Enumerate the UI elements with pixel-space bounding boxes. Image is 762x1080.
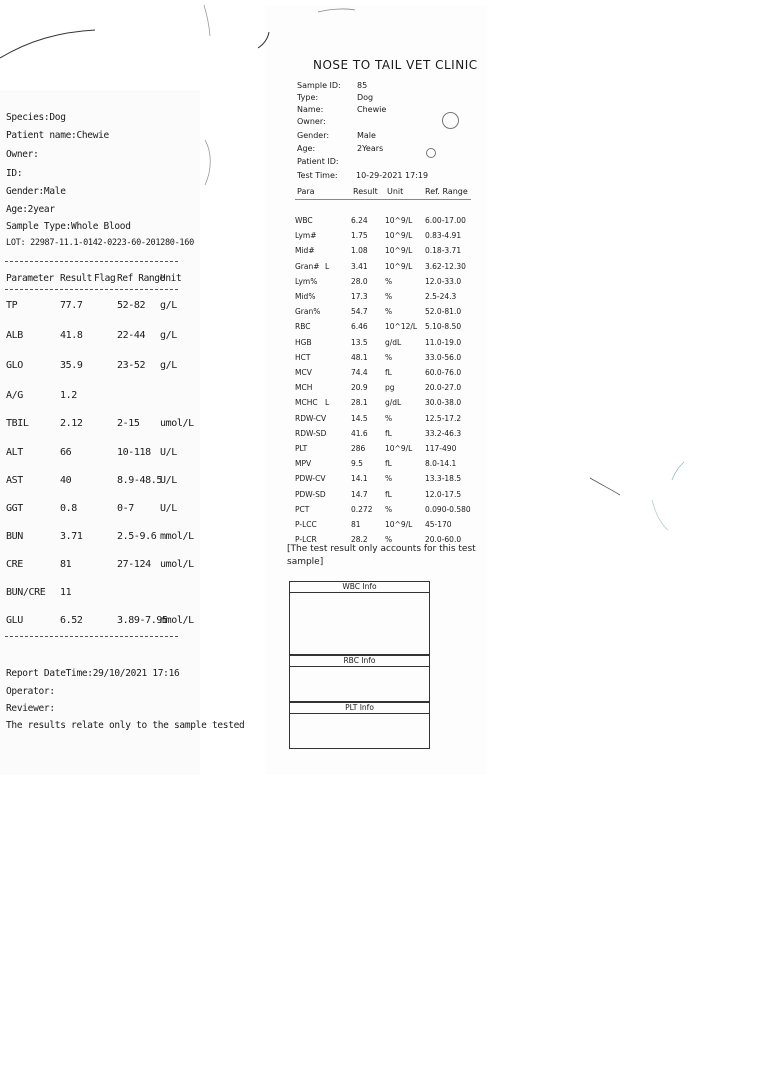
cbc-range: 6.00-17.00 <box>425 216 466 225</box>
result-note: [The test result only accounts for this test sample] <box>287 544 476 567</box>
chem-param: GLO <box>6 360 23 371</box>
chem-param: TP <box>6 300 18 311</box>
cbc-range: 33.2-46.3 <box>425 429 462 438</box>
cbc-unit: fL <box>385 459 392 468</box>
type-label: Type: <box>297 93 319 102</box>
cbc-range: 0.83-4.91 <box>425 231 462 240</box>
cbc-unit: pg <box>385 383 395 392</box>
cbc-param: MPV <box>295 459 312 468</box>
cbc-unit: 10^12/L <box>385 322 418 331</box>
scan-stroke <box>672 462 684 480</box>
age-label: Age: <box>297 144 316 153</box>
chem-result: 40 <box>60 475 72 486</box>
cbc-unit: % <box>385 353 393 362</box>
cbc-unit: % <box>385 292 393 301</box>
owner-line: Owner: <box>6 149 39 160</box>
chem-result: 35.9 <box>60 360 83 371</box>
cbc-result: 81 <box>351 520 361 529</box>
cbc-result: 1.08 <box>351 246 368 255</box>
cbc-range: 20.0-60.0 <box>425 535 462 544</box>
scan-stroke <box>318 9 355 12</box>
cbc-range: 20.0-27.0 <box>425 383 462 392</box>
cbc-unit: % <box>385 414 393 423</box>
chem-result: 6.52 <box>60 615 83 626</box>
cbc-param: P-LCC <box>295 520 317 529</box>
cbc-param: PDW-CV <box>295 474 326 483</box>
chem-unit: g/L <box>160 330 177 341</box>
clinic-name: NOSE TO TAIL VET CLINIC <box>313 58 478 72</box>
gender-line: Gender:Male <box>6 186 66 197</box>
cbc-range: 60.0-76.0 <box>425 368 462 377</box>
age-line: Age:2year <box>6 204 55 215</box>
cbc-result: 14.7 <box>351 490 368 499</box>
cbc-unit: % <box>385 505 393 514</box>
cbc-result: 74.4 <box>351 368 368 377</box>
cbc-range: 2.5-24.3 <box>425 292 457 301</box>
chem-range: 2.5-9.6 <box>117 531 157 542</box>
cbc-param: HCT <box>295 353 311 362</box>
cbc-range: 117-490 <box>425 444 457 453</box>
cbc-param: RBC <box>295 322 311 331</box>
plt-info-title: PLT Info <box>290 703 429 714</box>
column-header-unit: Unit <box>160 273 182 284</box>
cbc-unit: 10^9/L <box>385 262 413 271</box>
cbc-param: Mid# <box>295 246 315 255</box>
name-label: Name: <box>297 105 324 114</box>
cbc-flag: L <box>325 262 330 271</box>
cbc-result: 6.46 <box>351 322 368 331</box>
cbc-param: WBC <box>295 216 313 225</box>
chem-unit: U/L <box>160 475 177 486</box>
cbc-result: 28.1 <box>351 398 368 407</box>
cbc-result: 28.0 <box>351 277 368 286</box>
scan-stroke <box>258 32 269 48</box>
chem-range: 22-44 <box>117 330 146 341</box>
cbc-result: 9.5 <box>351 459 363 468</box>
cbc-result: 14.1 <box>351 474 368 483</box>
chem-result: 2.12 <box>60 418 83 429</box>
cbc-range: 30.0-38.0 <box>425 398 462 407</box>
column-header-para: Para <box>297 187 315 196</box>
chem-unit: umol/L <box>160 559 194 570</box>
column-header-result: Result <box>60 273 92 284</box>
column-header-flag: Flag <box>94 273 116 284</box>
cbc-unit: % <box>385 277 393 286</box>
operator-line: Operator: <box>6 686 55 697</box>
cbc-param: RDW-CV <box>295 414 327 423</box>
chem-result: 1.2 <box>60 390 77 401</box>
chem-param: A/G <box>6 390 23 401</box>
owner-label: Owner: <box>297 117 326 126</box>
gender-label: Gender: <box>297 131 330 140</box>
cbc-unit: fL <box>385 490 392 499</box>
cbc-param: P-LCR <box>295 535 317 544</box>
column-header-ref-range: Ref. Range <box>425 187 468 196</box>
cbc-range: 5.10-8.50 <box>425 322 462 331</box>
age-value: 2Years <box>357 144 384 153</box>
cbc-result: 3.41 <box>351 262 368 271</box>
cbc-range: 0.090-0.580 <box>425 505 471 514</box>
chem-unit: g/L <box>160 360 177 371</box>
cbc-unit: fL <box>385 368 392 377</box>
chem-result: 3.71 <box>60 531 83 542</box>
chem-unit: mmol/L <box>160 615 194 626</box>
cbc-unit: 10^9/L <box>385 231 413 240</box>
column-header-unit: Unit <box>387 187 404 196</box>
chem-result: 11 <box>60 587 72 598</box>
test-time-label: Test Time: <box>297 171 338 180</box>
cbc-result: 0.272 <box>351 505 373 514</box>
cbc-range: 0.18-3.71 <box>425 246 462 255</box>
chem-result: 77.7 <box>60 300 83 311</box>
chem-range: 2-15 <box>117 418 140 429</box>
chem-result: 41.8 <box>60 330 83 341</box>
cbc-param: PCT <box>295 505 310 514</box>
cbc-result: 17.3 <box>351 292 368 301</box>
scan-stroke <box>0 30 95 58</box>
chem-param: BUN/CRE <box>6 587 46 598</box>
cbc-param: Mid% <box>295 292 316 301</box>
cbc-unit: g/dL <box>385 398 402 407</box>
cbc-param: PDW-SD <box>295 490 326 499</box>
chem-range: 23-52 <box>117 360 146 371</box>
cbc-range: 3.62-12.30 <box>425 262 466 271</box>
name-value: Chewie <box>357 105 387 114</box>
chem-unit: U/L <box>160 447 177 458</box>
cbc-param: HGB <box>295 338 312 347</box>
chem-param: ALB <box>6 330 23 341</box>
cbc-unit: % <box>385 535 393 544</box>
cbc-result: 286 <box>351 444 366 453</box>
cbc-result: 20.9 <box>351 383 368 392</box>
cbc-unit: % <box>385 474 393 483</box>
cbc-param: Lym# <box>295 231 317 240</box>
cbc-range: 8.0-14.1 <box>425 459 457 468</box>
chem-unit: g/L <box>160 300 177 311</box>
cbc-range: 52.0-81.0 <box>425 307 462 316</box>
chem-param: TBIL <box>6 418 29 429</box>
chem-range: 27-124 <box>117 559 151 570</box>
cbc-param: MCH <box>295 383 313 392</box>
scan-stroke <box>652 500 668 530</box>
cbc-param: Gran% <box>295 307 321 316</box>
rbc-info-title: RBC Info <box>290 656 429 667</box>
chem-unit: umol/L <box>160 418 194 429</box>
cbc-result: 13.5 <box>351 338 368 347</box>
cbc-result: 28.2 <box>351 535 368 544</box>
cbc-result: 41.6 <box>351 429 368 438</box>
cbc-param: Gran# <box>295 262 320 271</box>
species-line: Species:Dog <box>6 112 66 123</box>
lot-line: LOT: 22987-11.1-0142-0223-60-201280-160 <box>6 238 194 248</box>
chem-param: AST <box>6 475 23 486</box>
chem-range: 0-7 <box>117 503 134 514</box>
chem-param: GGT <box>6 503 23 514</box>
column-header-result: Result <box>353 187 378 196</box>
chem-unit: mmol/L <box>160 531 194 542</box>
scan-stroke <box>204 5 210 36</box>
cbc-range: 33.0-56.0 <box>425 353 462 362</box>
cbc-range: 12.0-33.0 <box>425 277 462 286</box>
sample-type-line: Sample Type:Whole Blood <box>6 221 131 232</box>
chem-range: 3.89-7.95 <box>117 615 168 626</box>
chem-result: 66 <box>60 447 72 458</box>
cbc-unit: 10^9/L <box>385 246 413 255</box>
report-datetime: Report DateTime:29/10/2021 17:16 <box>6 668 180 679</box>
footer-note: The results relate only to the sample tested <box>6 720 245 731</box>
cbc-result: 1.75 <box>351 231 368 240</box>
cbc-param: MCHC <box>295 398 318 407</box>
cbc-range: 11.0-19.0 <box>425 338 462 347</box>
patient-id-label: Patient ID: <box>297 157 339 166</box>
cbc-range: 45-170 <box>425 520 452 529</box>
cbc-result: 14.5 <box>351 414 368 423</box>
cbc-param: RDW-SD <box>295 429 327 438</box>
cbc-param: Lym% <box>295 277 318 286</box>
cbc-result: 54.7 <box>351 307 368 316</box>
column-header-ref-range: Ref Range <box>117 273 165 284</box>
patient-name-line: Patient name:Chewie <box>6 130 109 141</box>
chem-range: 8.9-48.5 <box>117 475 162 486</box>
cbc-flag: L <box>325 398 330 407</box>
cbc-unit: % <box>385 307 393 316</box>
chem-range: 52-82 <box>117 300 146 311</box>
type-value: Dog <box>357 93 374 102</box>
cbc-unit: 10^9/L <box>385 216 413 225</box>
chem-result: 81 <box>60 559 72 570</box>
chem-param: CRE <box>6 559 23 570</box>
sample-id-label: Sample ID: <box>297 81 341 90</box>
chem-range: 10-118 <box>117 447 151 458</box>
chem-param: GLU <box>6 615 23 626</box>
cbc-unit: 10^9/L <box>385 520 413 529</box>
cbc-param: MCV <box>295 368 312 377</box>
cbc-result: 48.1 <box>351 353 368 362</box>
column-header-parameter: Parameter <box>6 273 54 284</box>
cbc-param: PLT <box>295 444 308 453</box>
chem-result: 0.8 <box>60 503 77 514</box>
chem-unit: U/L <box>160 503 177 514</box>
reviewer-line: Reviewer: <box>6 703 55 714</box>
wbc-info-title: WBC Info <box>290 582 429 593</box>
scan-stroke <box>205 140 210 185</box>
chem-param: BUN <box>6 531 23 542</box>
gender-value: Male <box>357 131 376 140</box>
cbc-unit: g/dL <box>385 338 402 347</box>
cbc-range: 13.3-18.5 <box>425 474 462 483</box>
chem-param: ALT <box>6 447 23 458</box>
test-time-value: 10-29-2021 17:19 <box>356 171 429 180</box>
cbc-unit: fL <box>385 429 392 438</box>
cbc-range: 12.0-17.5 <box>425 490 462 499</box>
cbc-range: 12.5-17.2 <box>425 414 462 423</box>
scan-stroke <box>590 478 620 495</box>
cbc-result: 6.24 <box>351 216 368 225</box>
sample-id-value: 85 <box>357 81 368 90</box>
id-line: ID: <box>6 168 23 179</box>
cbc-unit: 10^9/L <box>385 444 413 453</box>
